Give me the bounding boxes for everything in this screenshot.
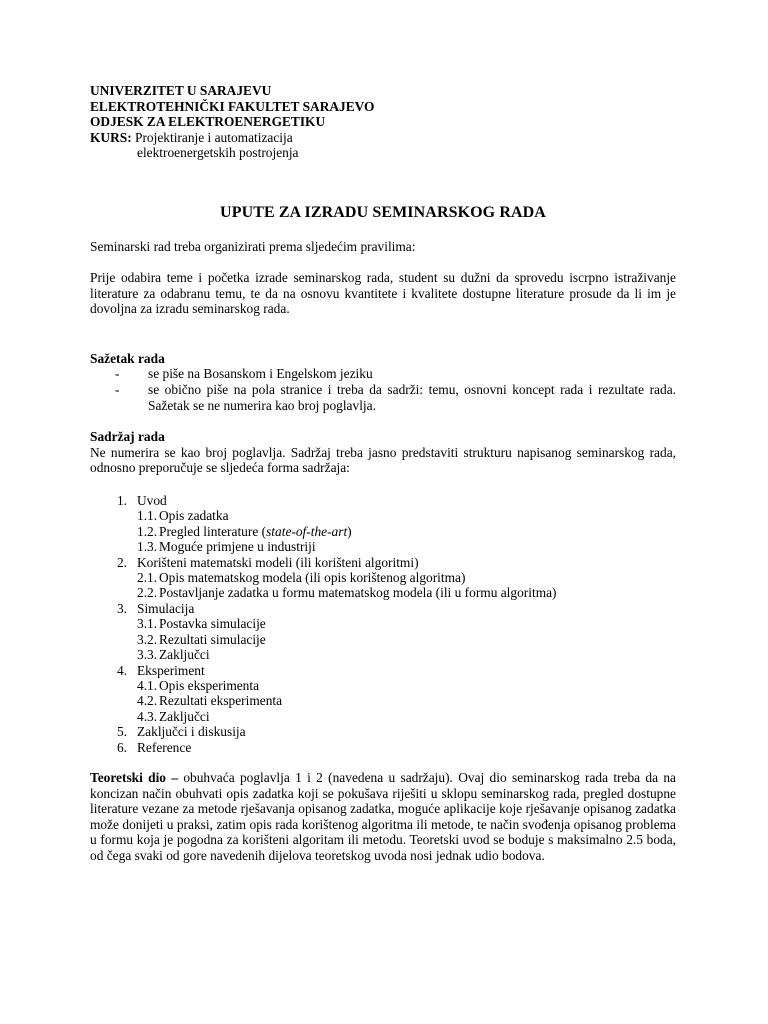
subsection-title-text: Zaključci: [159, 647, 210, 663]
chapter-number: 2.: [116, 554, 127, 570]
subsection-title: [159, 616, 266, 631]
chapter-number: 3.: [116, 600, 127, 616]
outline-subsection: [90, 647, 676, 662]
subsection-number: 4.3.: [137, 708, 158, 724]
chapter-number: 4.: [116, 662, 127, 678]
subsection-title: [159, 693, 282, 708]
subsection-title-text: Opis zadatka: [159, 508, 229, 524]
subsection-title: [159, 585, 557, 600]
list-item: [90, 366, 676, 382]
list-item: [90, 382, 676, 413]
subsection-title: [159, 632, 266, 647]
subsection-number: 3.1.: [137, 616, 158, 632]
chapter-title: Uvod: [137, 493, 167, 509]
subsection-title-italic: state-of-the-art: [266, 523, 348, 539]
course-row: [90, 130, 676, 146]
subsection-title: [159, 709, 210, 724]
institution-header: [90, 83, 676, 161]
course-name-line1: Projektiranje i automatizacija: [131, 129, 293, 145]
subsection-number: 1.2.: [137, 523, 158, 539]
intro-paragraph: Seminarski rad treba organizirati prema sljedećim pravilima:: [90, 238, 416, 254]
subsection-title-text: Zaključci: [159, 708, 210, 724]
dash-bullet: -: [115, 366, 120, 382]
outline-subsection: [90, 616, 676, 631]
chapter-title: Simulacija: [137, 600, 195, 616]
university-name: UNIVERZITET U SARAJEVU: [90, 83, 272, 98]
theory-lead: Teoretski dio –: [90, 769, 179, 785]
outline-subsection: [90, 632, 676, 647]
contents-heading: Sadržaj rada: [90, 429, 165, 445]
subsection-title-text: Pregled linterature (: [159, 523, 267, 539]
outline-subsection: [90, 693, 676, 708]
subsection-title: [159, 539, 316, 554]
outline-chapter: [90, 493, 676, 508]
chapter-title: Eksperiment: [137, 662, 205, 678]
abstract-item-text: se piše na Bosanskom i Engelskom jeziku: [148, 366, 373, 382]
subsection-title-text: Opis matematskog modela (ili opis korištenog algoritma): [159, 570, 466, 586]
subsection-number: 2.2.: [137, 585, 158, 601]
subsection-title-after: ): [347, 523, 352, 539]
dash-bullet: -: [115, 382, 120, 398]
subsection-number: 4.1.: [137, 677, 158, 693]
preparation-paragraph: Prije odabira teme i početka izrade seminarskog rada, student su dužni da sprovedu iscrpno istraživanje literature za odabranu temu, te da na osnovu kvantitete i kvalitete dostupne literature prosude da li im je dovoljna za izradu seminarskog rada.: [90, 270, 676, 317]
outline-chapter: [90, 555, 676, 570]
abstract-item-text: se obično piše na pola stranice i treba da sadrži: temu, osnovni koncept rada i rezultate rada. Sažetak se ne numerira kao broj poglavlja.: [148, 382, 676, 413]
subsection-title: [159, 508, 229, 523]
chapter-number: 6.: [116, 739, 127, 755]
chapter-title: Reference: [137, 739, 192, 755]
outline-subsection: [90, 539, 676, 554]
subsection-title-text: Postavka simulacije: [159, 616, 266, 632]
document-title: UPUTE ZA IZRADU SEMINARSKOG RADA: [220, 203, 546, 221]
outline-subsection: [90, 524, 676, 539]
outline-chapter: [90, 724, 676, 739]
chapter-number: 1.: [116, 493, 127, 509]
subsection-number: 4.2.: [137, 693, 158, 709]
subsection-title-text: Opis eksperimenta: [159, 677, 260, 693]
subsection-title: [159, 647, 210, 662]
department-name: ODJESK ZA ELEKTROENERGETIKU: [90, 114, 326, 129]
subsection-number: 1.3.: [137, 539, 158, 555]
subsection-number: 2.1.: [137, 570, 158, 586]
outline-subsection: [90, 709, 676, 724]
theory-paragraph: [90, 770, 676, 864]
subsection-title-text: Rezultati simulacije: [159, 631, 266, 647]
outline-subsection: [90, 570, 676, 585]
outline-chapter: [90, 663, 676, 678]
abstract-heading: Sažetak rada: [90, 350, 165, 366]
subsection-title: [159, 678, 259, 693]
outline-subsection: [90, 585, 676, 600]
chapter-title: Korišteni matematski modeli (ili korišteni algoritmi): [137, 554, 419, 570]
chapter-title: Zaključci i diskusija: [137, 724, 246, 740]
outline-subsection: [90, 508, 676, 523]
subsection-number: 1.1.: [137, 508, 158, 524]
subsection-title-text: Rezultati eksperimenta: [159, 693, 283, 709]
subsection-title-text: Moguće primjene u industriji: [159, 539, 316, 555]
subsection-number: 3.2.: [137, 631, 158, 647]
chapter-number: 5.: [116, 724, 127, 740]
outline-subsection: [90, 678, 676, 693]
theory-text: obuhvaća poglavlja 1 i 2 (navedena u sadržaju). Ovaj dio seminarskog rada treba da na koncizan način obuhvati opis zadatka koji se pokušava riješiti u sklopu seminarskog rada, pregled dostupne literature vezane za metode rješavanja opisanog zadatka, moguće aplikacije koje rješavanje opisanog zadatka može donijeti u praksi, zatim opis rada korištenog algoritma ili metode, te način svođenja opisanog problema u formu koja je pogodna za korišteni algoritam ili metodu. Teoretski uvod se boduje s maksimalno 2.5 boda, od čega svaki od gore navedenih dijelova teoretskog uvoda nosi jednak udio bodova.: [90, 769, 677, 863]
course-label: KURS:: [90, 129, 132, 145]
subsection-title-text: Postavljanje zadatka u formu matematskog modela (ili u formu algoritma): [159, 585, 557, 601]
outline-chapter: [90, 740, 676, 755]
subsection-title: [159, 570, 465, 585]
subsection-number: 3.3.: [137, 647, 158, 663]
contents-paragraph: Ne numerira se kao broj poglavlja. Sadržaj treba jasno predstaviti strukturu napisanog seminarskog rada, odnosno preporučuje se sljedeća forma sadržaja:: [90, 444, 676, 476]
outline-chapter: [90, 601, 676, 616]
course-name-line2: elektroenergetskih postrojenja: [137, 145, 299, 160]
faculty-name: ELEKTROTEHNIČKI FAKULTET SARAJEVO: [90, 98, 375, 114]
abstract-list: [90, 366, 676, 413]
contents-outline: [90, 493, 676, 755]
subsection-title: [159, 524, 352, 539]
